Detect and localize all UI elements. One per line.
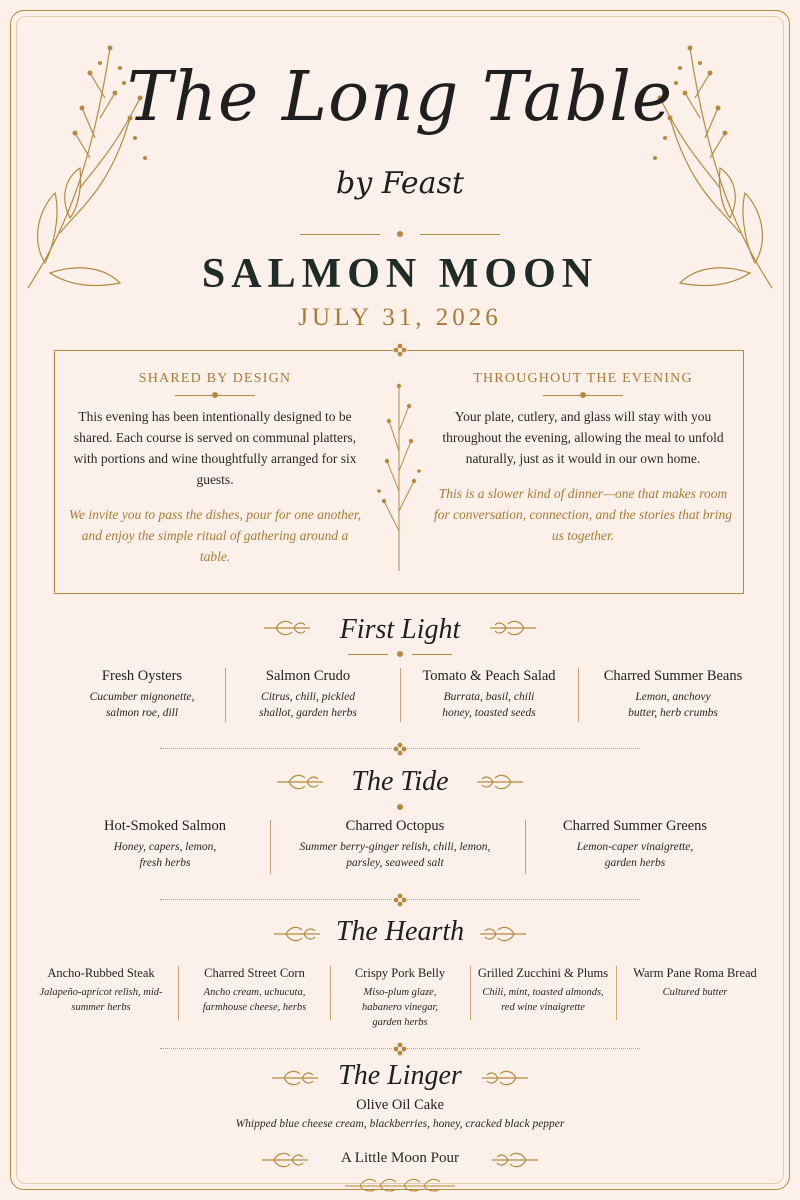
dish-name: Ancho-Rubbed Steak	[47, 966, 155, 980]
dish-name: Charred Summer Beans	[603, 668, 743, 684]
sprig-icon	[369, 381, 429, 571]
dish-separator	[178, 966, 179, 1020]
dish-desc: Burrata, basil, chili honey, toasted seeds	[442, 691, 536, 719]
flower-icon	[393, 343, 407, 357]
divider-line	[300, 234, 380, 235]
dish-name: Tomato & Peach Salad	[422, 668, 556, 684]
dish-desc: Cucumber mignonette, salmon roe, dill	[89, 691, 195, 719]
heading-ornament	[543, 392, 623, 398]
dish-desc: Lemon-caper vinaigrette, garden herbs	[576, 841, 694, 869]
dish	[334, 966, 466, 1030]
divider-line	[420, 234, 500, 235]
divider-dot	[397, 651, 403, 657]
dish	[404, 668, 574, 721]
dish-separator	[330, 966, 331, 1020]
course-title-first-light: First Light	[339, 614, 461, 645]
intro-right	[433, 371, 733, 546]
dish	[228, 668, 388, 721]
flower-icon	[393, 1042, 407, 1056]
intro-right-heading: THROUGHOUT THE EVENING	[473, 371, 693, 386]
dish-desc: Citrus, chili, pickled shallot, garden herbs	[259, 691, 357, 719]
dish-desc: Summer berry-ginger relish, chili, lemon, parsley, seaweed salt	[299, 841, 491, 869]
course-title-the-tide: The Tide	[351, 766, 449, 797]
sprig-right-icon	[490, 1148, 540, 1172]
flower-icon	[393, 742, 407, 756]
dish-separator	[525, 820, 526, 874]
dish	[70, 818, 260, 871]
dish-desc: Chili, mint, toasted almonds, red wine vinaigrette	[482, 987, 604, 1013]
bottom-garland-icon	[340, 1172, 460, 1194]
dish-separator	[470, 966, 471, 1020]
event-date: JULY 31, 2026	[298, 304, 502, 331]
sprig-right-icon	[488, 616, 538, 640]
dish-name: Warm Pane Roma Bread	[633, 966, 757, 980]
flower-icon	[393, 893, 407, 907]
dish-separator	[400, 668, 401, 722]
dish-desc: Ancho cream, uchucuta, farmhouse cheese, herbs	[202, 987, 307, 1013]
dish	[182, 966, 327, 1015]
intro-right-italic: This is a slower kind of dinner—one that makes room for conversation, connection, and the stories that bring us together.	[433, 486, 733, 543]
dish-name: Fresh Oysters	[101, 668, 183, 684]
sprig-right-icon	[480, 1066, 530, 1090]
dish-separator	[578, 668, 579, 722]
dish-separator	[616, 966, 617, 1020]
dish-name: Charred Street Corn	[204, 966, 305, 980]
dish-name: Charred Summer Greens	[562, 818, 708, 834]
sprig-right-icon	[475, 770, 525, 794]
divider-dot	[397, 231, 403, 237]
event-title: SALMON MOON	[201, 251, 599, 297]
divider-dot	[397, 804, 403, 810]
dish	[62, 668, 222, 721]
dish	[0, 1097, 800, 1132]
dish-name: Grilled Zucchini & Plums	[477, 966, 609, 980]
course-title-the-linger: The Linger	[338, 1060, 462, 1091]
intro-left-heading: SHARED BY DESIGN	[138, 371, 292, 386]
sprig-right-icon	[478, 922, 528, 946]
intro-left-body: This evening has been intentionally designed to be shared. Each course is served on communal platters, with portions and wine thoughtfully arranged for six guests.	[73, 409, 357, 487]
dish-name: Salmon Crudo	[265, 668, 351, 684]
intro-left-italic: We invite you to pass the dishes, pour for one another, and enjoy the simple ritual of gathering around a table.	[69, 507, 361, 564]
restaurant-byline: by Feast	[336, 166, 464, 201]
divider-line	[412, 654, 452, 655]
dish-desc: Miso-plum glaze, habanero vinegar, garden herbs	[361, 987, 439, 1028]
dish-desc: Lemon, anchovy butter, herb crumbs	[628, 691, 718, 719]
dish	[26, 966, 176, 1015]
dish	[540, 818, 730, 871]
dish-separator	[225, 668, 226, 722]
dish-desc: Cultured butter	[662, 987, 728, 998]
restaurant-title: The Long Table	[126, 58, 674, 137]
intro-box	[54, 350, 744, 594]
dish-desc: Jalapeño-apricot relish, mid-summer herbs	[39, 987, 163, 1013]
dish-separator	[270, 820, 271, 874]
dish-desc: Honey, capers, lemon, fresh herbs	[113, 841, 217, 869]
dish	[474, 966, 612, 1015]
dish-desc: Whipped blue cheese cream, blackberries, honey, cracked black pepper	[235, 1118, 565, 1130]
divider-line	[348, 654, 388, 655]
dish-name: Olive Oil Cake	[356, 1097, 444, 1113]
intro-right-body: Your plate, cutlery, and glass will stay with you throughout the evening, allowing the meal to unfold naturally, just as it would in our own home.	[442, 409, 724, 466]
heading-ornament	[175, 392, 255, 398]
dish-name: Crispy Pork Belly	[354, 966, 446, 980]
closing-pour: A Little Moon Pour	[341, 1150, 459, 1166]
course-title-the-hearth: The Hearth	[335, 916, 465, 947]
dish	[620, 966, 770, 1000]
dish-name: Charred Octopus	[345, 818, 445, 834]
intro-left	[65, 371, 365, 567]
dish	[584, 668, 762, 721]
dish	[285, 818, 505, 871]
dish-name: Hot-Smoked Salmon	[103, 818, 227, 834]
